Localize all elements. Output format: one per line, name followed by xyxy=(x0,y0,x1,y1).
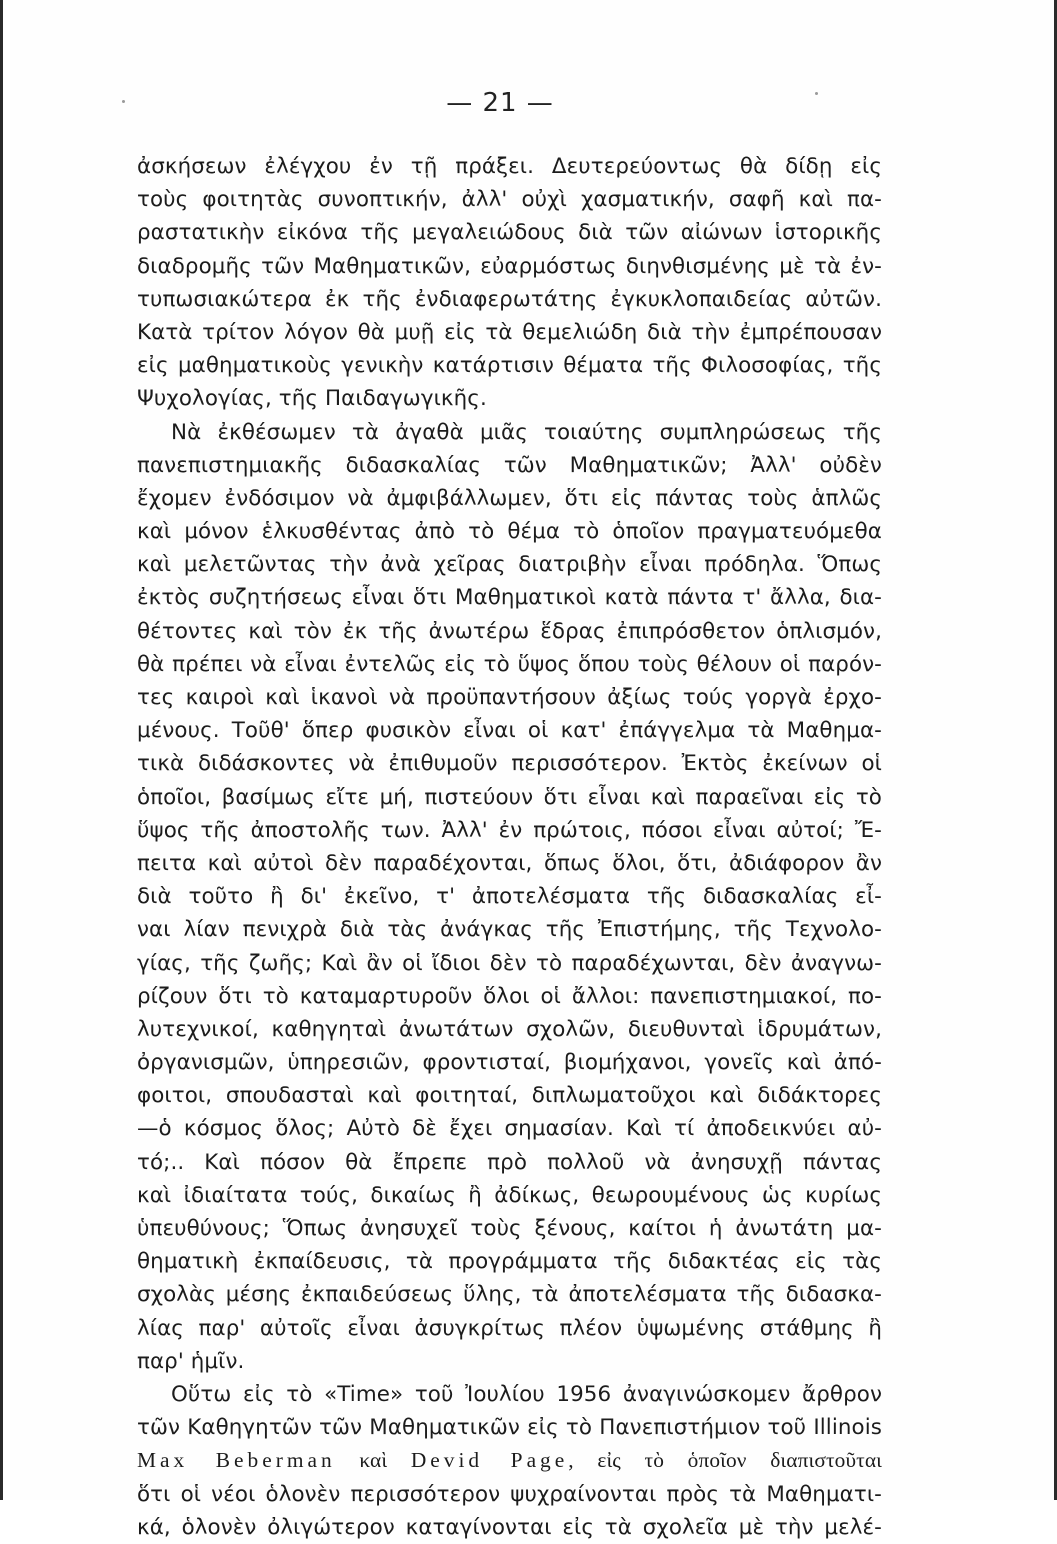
text-line: Οὕτω εἰς τὸ «Time» τοῦ Ἰουλίου 1956 ἀναγινώσκομεν ἄρθρον xyxy=(171,1381,882,1407)
left-scan-edge xyxy=(0,0,3,1500)
page-number: — 21 — xyxy=(446,88,554,118)
text-line: τικὰ διδάσκοντες νὰ ἐπιθυμοῦν περισσότερον. Ἐκτὸς ἐκείνων οἱ xyxy=(137,751,882,777)
body-text xyxy=(137,150,882,1544)
text-line: λυτεχνικοί, καθηγηταὶ ἀνωτάτων σχολῶν, διευθυνταὶ ἱδρυμάτων, xyxy=(137,1016,882,1042)
author-name-second: Devid Page xyxy=(410,1448,569,1473)
text-line: ραστατικὴν εἰκόνα τῆς μεγαλειώδους διὰ τῶν αἰώνων ἱστορικῆς xyxy=(137,220,882,246)
text-line: γίας, τῆς ζωῆς; Καὶ ἂν οἱ ἴδιοι δὲν τὸ παραδέχωνται, δὲν ἀναγνω- xyxy=(137,950,882,976)
text-line: ἀσκήσεων ἐλέγχου ἐν τῇ πράξει. Δευτερεύοντως θὰ δίδῃ εἰς xyxy=(137,154,882,179)
text-line: θέτοντες καὶ τὸν ἐκ τῆς ἀνωτέρω ἕδρας ἐπιπρόσθετον ὁπλισμόν, xyxy=(137,618,882,644)
text-line: κά, ὁλονὲν ὀλιγώτερον καταγίνονται εἰς τὰ σχολεῖα μὲ τὴν μελέ- xyxy=(137,1514,882,1540)
text-line: ἐκτὸς συζητήσεως εἶναι ὅτι Μαθηματικοὶ κατὰ πάντα τ' ἄλλα, δια- xyxy=(137,585,882,611)
text-line: Νὰ ἐκθέσωμεν τὰ ἀγαθὰ μιᾶς τοιαύτης συμπληρώσεως τῆς xyxy=(171,419,882,445)
text-line: λίας παρ' αὐτοῖς εἶναι ἀσυγκρίτως πλέον ὑψωμένης στάθμης ἢ xyxy=(137,1315,882,1341)
text-line: ναι λίαν πενιχρὰ διὰ τὰς ἀνάγκας τῆς Ἐπιστήμης, τῆς Τεχνολο- xyxy=(137,917,882,943)
text-line: διὰ τοῦτο ἢ δι' ἐκεῖνο, τ' ἀποτελέσματα τῆς διδασκαλίας εἶ- xyxy=(137,884,882,910)
text-line: καὶ ἰδιαίτατα τούς, δικαίως ἢ ἀδίκως, θεωρουμένους ὡς κυρίως xyxy=(137,1182,882,1208)
text-line: ὅτι οἱ νέοι ὁλονὲν περισσότερον ψυχραίνονται πρὸς τὰ Μαθηματι- xyxy=(137,1481,882,1507)
text-line: μένους. Τοῦθ' ὅπερ φυσικὸν εἶναι οἱ κατ' ἐπάγγελμα τὰ Μαθημα- xyxy=(137,718,882,744)
text-line: καὶ μελετῶντας τὴν ἀνὰ χεῖρας διατριβὴν εἶναι πρόδηλα. Ὅπως xyxy=(137,552,882,578)
text-line: καὶ μόνον ἑλκυσθέντας ἀπὸ τὸ θέμα τὸ ὁποῖον πραγματευόμεθα xyxy=(137,519,882,545)
text-line: σχολὰς μέσης ἐκπαιδεύσεως ὕλης, τὰ ἀποτελέσματα τῆς διδασκα- xyxy=(137,1282,882,1308)
text-line: ρίζουν ὅτι τὸ καταμαρτυροῦν ὅλοι οἱ ἄλλοι: πανεπιστημιακοί, πο- xyxy=(137,983,882,1009)
text-line: διαδρομῆς τῶν Μαθηματικῶν, εὐαρμόστως διηνθισμένης μὲ τὰ ἐν- xyxy=(137,253,882,279)
text-line: τες καιροὶ καὶ ἱκανοὶ νὰ προϋπαντήσουν ἀξίως τούς γοργὰ ἐρχο- xyxy=(137,685,882,710)
text-line: τοὺς φοιτητὰς συνοπτικήν, ἀλλ' οὐχὶ χασματικήν, σαφῆ καὶ πα- xyxy=(137,187,882,213)
text-line: τῶν Καθηγητῶν τῶν Μαθηματικῶν εἰς τὸ Πανεπιστήμιον τοῦ Illinois xyxy=(137,1415,882,1441)
author-name-first: Max Beberman xyxy=(137,1448,336,1473)
line-continuation: , εἰς τὸ ὁποῖον διαπιστοῦται xyxy=(568,1448,882,1473)
text-line: εἰς μαθηματικοὺς γενικὴν κατάρτισιν θέματα τῆς Φιλοσοφίας, τῆς xyxy=(137,353,882,379)
text-line: ἔχομεν ἐνδόσιμον νὰ ἀμφιβάλλωμεν, ὅτι εἰς πάντας τοὺς ἁπλῶς xyxy=(137,485,882,511)
text-line: ὑπευθύνους; Ὅπως ἀνησυχεῖ τοὺς ξένους, καίτοι ἡ ἀνωτάτη μα- xyxy=(137,1216,882,1241)
text-line: θὰ πρέπει νὰ εἶναι ἐντελῶς εἰς τὸ ὕψος ὅπου τοὺς θέλουν οἱ παρόν- xyxy=(137,651,882,677)
text-line: πειτα καὶ αὐτοὶ δὲν παραδέχονται, ὅπως ὅλοι, ὅτι, ἀδιάφορον ἂν xyxy=(137,850,882,876)
text-line: παρ' ἡμῖν. xyxy=(137,1348,245,1374)
text-line: πανεπιστημιακῆς διδασκαλίας τῶν Μαθηματικῶν; Ἀλλ' οὐδὲν xyxy=(137,452,882,478)
text-line: ὀργανισμῶν, ὑπηρεσιῶν, φροντισταί, βιομήχανοι, γονεῖς καὶ ἀπό- xyxy=(137,1050,882,1076)
text-line: θηματικὴ ἐκπαίδευσις, τὰ προγράμματα τῆς διδακτέας εἰς τὰς xyxy=(137,1249,882,1275)
text-line: τυπωσιακώτερα ἐκ τῆς ἐνδιαφερωτάτης ἐγκυκλοπαιδείας αὐτῶν. xyxy=(137,286,882,312)
text-line: —ὁ κόσμος ὅλος; Αὐτὸ δὲ ἔχει σημασίαν. Καὶ τί ἀποδεικνύει αὐ- xyxy=(137,1116,882,1142)
text-line: Κατὰ τρίτον λόγον θὰ μυῇ εἰς τὰ θεμελιώδη διὰ τὴν ἐμπρέπουσαν xyxy=(137,319,882,345)
text-line: φοιτοι, σπουδασταὶ καὶ φοιτηταί, διπλωματοῦχοι καὶ διδάκτορες xyxy=(137,1083,882,1109)
text-line: ὁποῖοι, βασίμως εἴτε μή, πιστεύουν ὅτι εἶναι καὶ παραεῖναι εἰς τὸ xyxy=(137,784,882,810)
text-line: ὕψος τῆς ἀποστολῆς των. Ἀλλ' ἐν πρώτοις, πόσοι εἶναι αὐτοί; Ἔ- xyxy=(137,817,882,843)
text-line: Ψυχολογίας, τῆς Παιδαγωγικῆς. xyxy=(137,386,487,412)
text-line-with-names xyxy=(137,1444,882,1477)
text-line: τό;.. Καὶ πόσον θὰ ἔπρεπε πρὸ πολλοῦ νὰ ἀνησυχῇ πάντας xyxy=(137,1149,882,1175)
conjunction: καὶ xyxy=(359,1448,388,1473)
